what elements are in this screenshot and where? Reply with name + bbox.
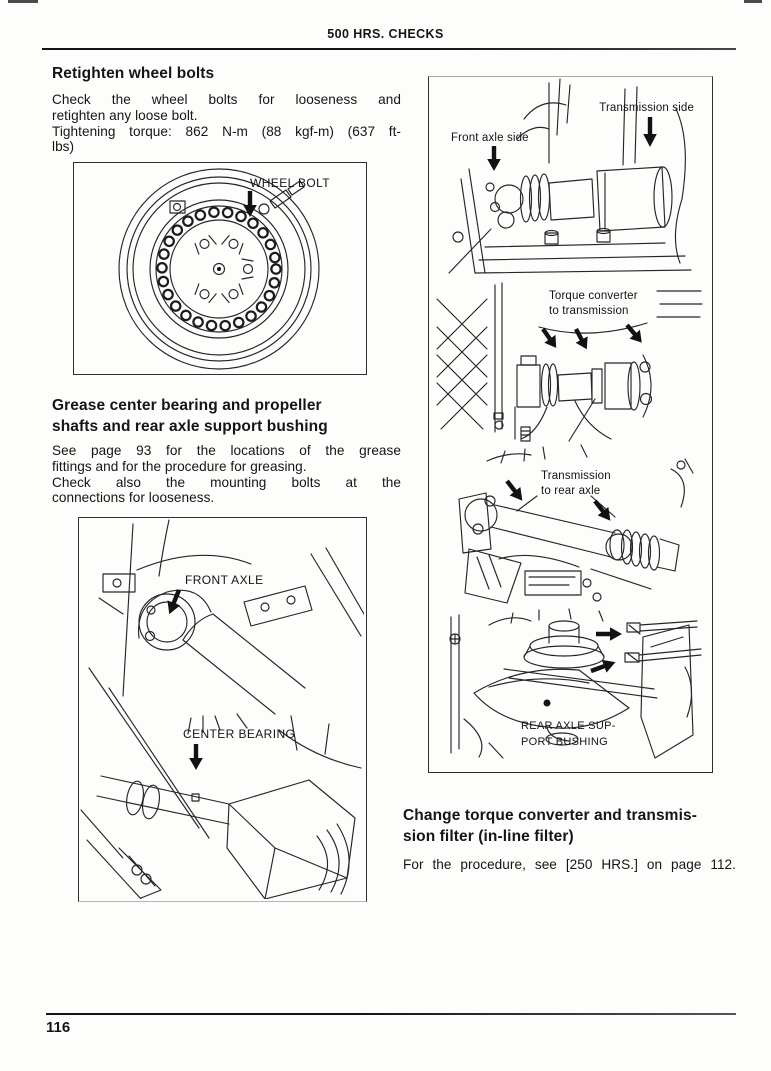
scan-artifact (8, 0, 38, 3)
body-text-line: retighten any loose bolt. (52, 107, 198, 123)
center-bearing-label: CENTER BEARING (183, 727, 296, 741)
heading-line: sion filter (in-line filter) (403, 827, 574, 845)
torque-converter-label: to transmission (549, 305, 629, 317)
body-text-line: Check the wheel bolts for looseness and (52, 92, 401, 107)
center-bearing-line-art (81, 714, 361, 899)
retighten-body (52, 92, 401, 155)
heading-line: shafts and rear axle support bushing (52, 417, 328, 435)
down-arrow-icon (643, 117, 657, 147)
footer-rule (46, 1013, 736, 1015)
body-text-line: Tightening torque: 862 N-m (88 kgf-m) (637 ft- (52, 123, 401, 139)
front-axle-side-label: Front axle side (451, 132, 529, 144)
section-heading-filter (403, 806, 743, 847)
down-arrow-icon (487, 146, 501, 171)
body-text-line: See page 93 for the locations of the grease (52, 443, 401, 458)
down-right-arrow-icon (590, 497, 616, 525)
wheel-illustration (74, 163, 364, 372)
wheel-line-art (119, 169, 319, 369)
rear-axle-support-bushing-label: REAR AXLE SUP- (521, 720, 616, 732)
filter-body: For the procedure, see [250 HRS.] on page 112. (403, 857, 736, 872)
section-heading-retighten: Retighten wheel bolts (52, 65, 215, 82)
front-axle-line-art (89, 520, 364, 838)
section-heading-grease (52, 396, 412, 437)
grease-body (52, 443, 401, 506)
heading-line: Change torque converter and transmis- (403, 807, 697, 824)
header-rule (42, 48, 736, 50)
torque-converter-label: Torque converter (549, 290, 638, 302)
figure-wheel-bolt (73, 162, 367, 375)
transmission-side-label: Transmission side (599, 102, 694, 114)
transmission-to-rear-axle-label: to rear axle (541, 485, 601, 497)
right-arrow-icon (596, 627, 622, 641)
figure-grease-points (78, 517, 367, 902)
scan-artifact (744, 0, 762, 3)
down-arrow-icon (189, 744, 203, 770)
driveline-illustration (429, 77, 710, 770)
axle-illustration (79, 518, 364, 899)
body-text-line: fittings and for the procedure for greasing. (52, 458, 307, 474)
down-right-arrow-icon (502, 477, 528, 505)
rear-shaft-line-art (459, 445, 693, 603)
wheel-bolt-label: WHEEL BOLT (250, 176, 331, 190)
rear-axle-support-bushing-label: PORT BUSHING (521, 736, 608, 748)
front-axle-label: FRONT AXLE (185, 573, 264, 587)
down-right-arrow-icon (570, 326, 593, 353)
page-header-title: 500 HRS. CHECKS (327, 27, 444, 41)
body-text-line: lbs) (52, 139, 75, 155)
hub-slots (193, 235, 253, 304)
page-number: 116 (46, 1019, 71, 1036)
figure-driveline (428, 76, 713, 773)
heading-line: Grease center bearing and propeller (52, 397, 322, 414)
body-text-line: connections for looseness. (52, 490, 215, 506)
body-text-line: Check also the mounting bolts at the (52, 474, 401, 490)
transmission-to-rear-axle-label: Transmission (541, 470, 611, 482)
